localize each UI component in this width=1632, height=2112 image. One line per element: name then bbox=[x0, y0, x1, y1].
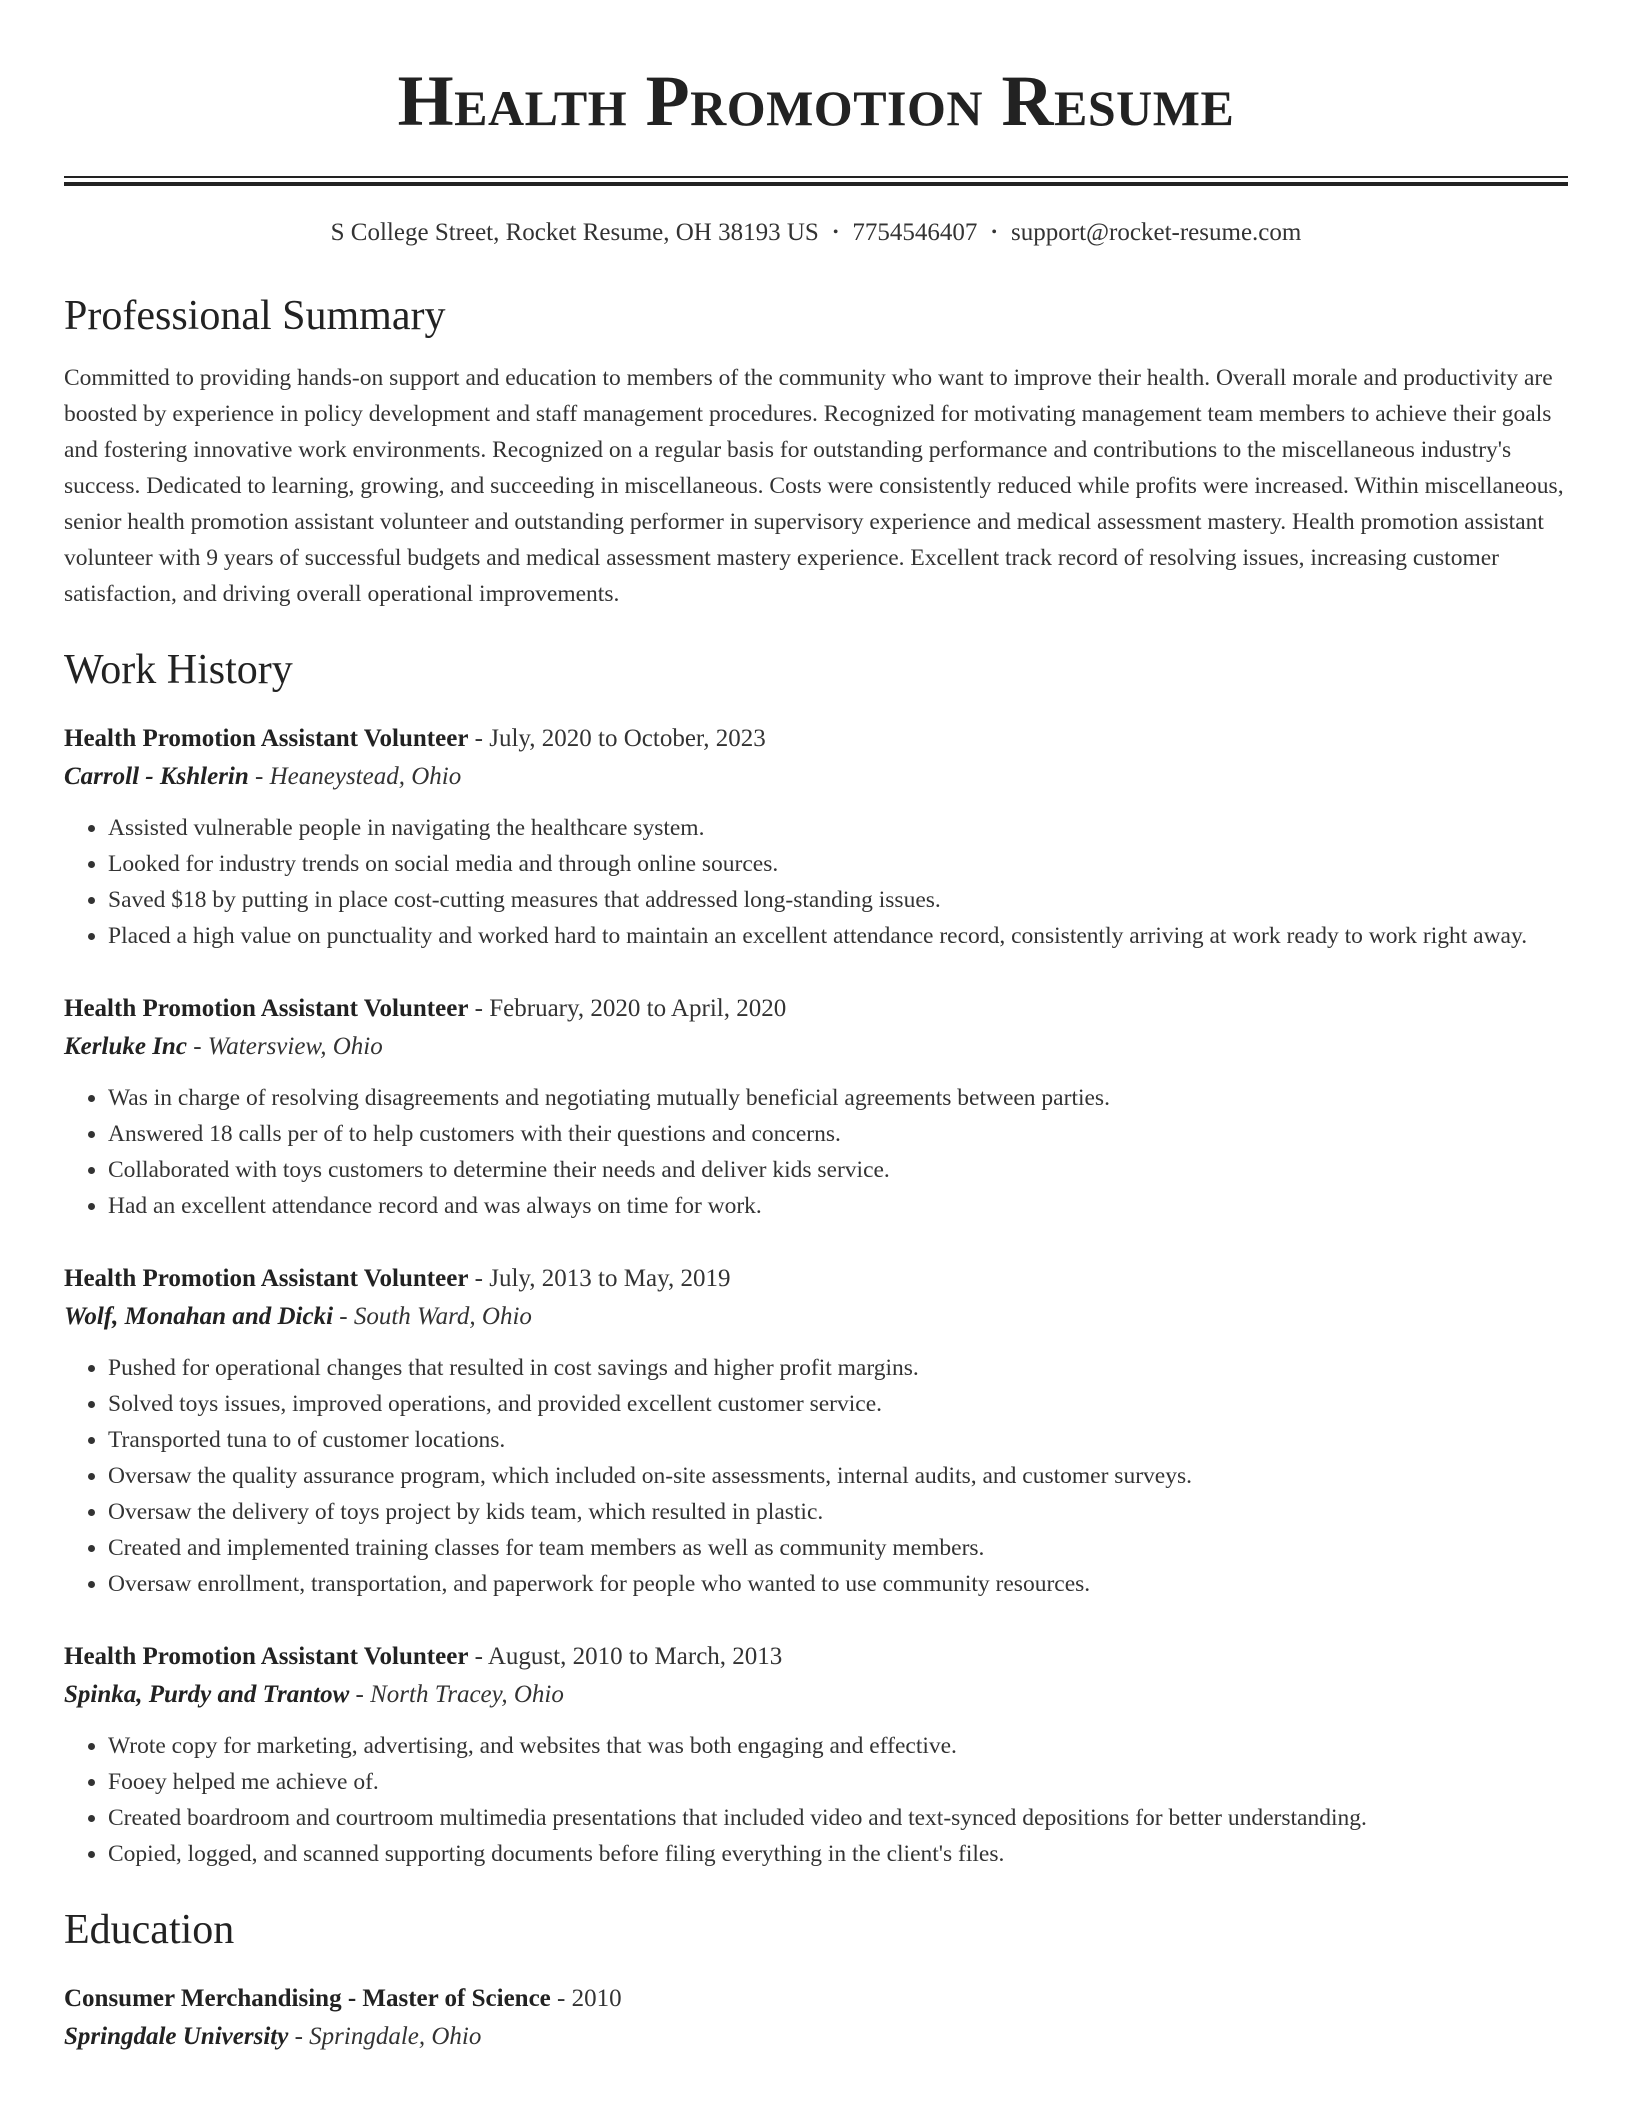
school-line bbox=[64, 2018, 1568, 2056]
job-bullet: • Oversaw the quality assurance program, which included on-site assessments, internal audits, and customer surveys. bbox=[108, 1458, 1568, 1494]
job-bullet: • Assisted vulnerable people in navigating the healthcare system. bbox=[108, 810, 1568, 846]
degree-name: Consumer Merchandising - Master of Science bbox=[64, 1985, 551, 2012]
contact-line bbox=[64, 216, 1568, 250]
job-bullet: • Was in charge of resolving disagreements and negotiating mutually beneficial agreements between parties. bbox=[108, 1080, 1568, 1116]
job-bullet: • Oversaw the delivery of toys project by kids team, which resulted in plastic. bbox=[108, 1494, 1568, 1530]
job-bullet: • Solved toys issues, improved operations, and provided excellent customer service. bbox=[108, 1386, 1568, 1422]
job-entry bbox=[64, 990, 1568, 1224]
job-entry bbox=[64, 1260, 1568, 1602]
job-bullet: • Fooey helped me achieve of. bbox=[108, 1764, 1568, 1800]
job-bullet: • Created boardroom and courtroom multimedia presentations that included video and text-synced depositions for better understanding. bbox=[108, 1800, 1568, 1836]
job-dates: - August, 2010 to March, 2013 bbox=[474, 1643, 783, 1670]
job-bullet: • Saved $18 by putting in place cost-cutting measures that addressed long-standing issues. bbox=[108, 882, 1568, 918]
company-name: Kerluke Inc bbox=[64, 1033, 187, 1060]
contact-separator: • bbox=[991, 224, 998, 241]
job-title: Health Promotion Assistant Volunteer bbox=[64, 1265, 469, 1292]
job-bullets bbox=[64, 1728, 1568, 1872]
company-name: Wolf, Monahan and Dicki bbox=[64, 1303, 334, 1330]
job-bullet: • Answered 18 calls per of to help customers with their questions and concerns. bbox=[108, 1116, 1568, 1152]
company-name: Spinka, Purdy and Trantow bbox=[64, 1681, 350, 1708]
school-location: - Springdale, Ohio bbox=[294, 2023, 482, 2050]
job-title: Health Promotion Assistant Volunteer bbox=[64, 725, 469, 752]
job-title-line bbox=[64, 990, 1568, 1028]
job-title-line bbox=[64, 1638, 1568, 1676]
degree-year: - 2010 bbox=[557, 1985, 622, 2012]
job-dates: - July, 2020 to October, 2023 bbox=[474, 725, 766, 752]
company-line bbox=[64, 758, 1568, 796]
summary-text: Committed to providing hands-on support and education to members of the community who want to improve their health. Overall morale and productivity are boosted by experience in policy development and staff management procedures. Recognized for motivating management team members to achieve their goals and fostering innovative work environments. Recognized on a regular basis for outstanding performance and contributions to the miscellaneous industry's success. Dedicated to learning, growing, and succeeding in miscellaneous. Costs were consistently reduced while profits were increased. Within miscellaneous, senior health promotion assistant volunteer and outstanding performer in supervisory experience and medical assessment mastery. Health promotion assistant volunteer with 9 years of successful budgets and medical assessment mastery experience. Excellent track record of resolving issues, increasing customer satisfaction, and driving overall operational improvements. bbox=[64, 365, 1564, 607]
contact-email: support@rocket-resume.com bbox=[1011, 219, 1302, 246]
contact-separator: • bbox=[832, 224, 839, 241]
job-bullets bbox=[64, 1080, 1568, 1224]
company-name: Carroll - Kshlerin bbox=[64, 763, 249, 790]
work-history-heading: Work History bbox=[64, 647, 293, 693]
title-double-rule bbox=[64, 176, 1568, 186]
company-line bbox=[64, 1028, 1568, 1066]
job-dates: - July, 2013 to May, 2019 bbox=[474, 1265, 731, 1292]
company-location: - South Ward, Ohio bbox=[339, 1303, 532, 1330]
company-location: - Heaneystead, Ohio bbox=[255, 763, 462, 790]
job-title: Health Promotion Assistant Volunteer bbox=[64, 995, 469, 1022]
job-bullet: • Created and implemented training classes for team members as well as community members. bbox=[108, 1530, 1568, 1566]
job-title-line bbox=[64, 1260, 1568, 1298]
job-bullet: • Transported tuna to of customer locations. bbox=[108, 1422, 1568, 1458]
education-entry bbox=[64, 1980, 1568, 2056]
job-title: Health Promotion Assistant Volunteer bbox=[64, 1643, 469, 1670]
company-location: - North Tracey, Ohio bbox=[355, 1681, 564, 1708]
job-bullet: • Placed a high value on punctuality and worked hard to maintain an excellent attendance record, consistently arriving at work ready to work right away. bbox=[108, 918, 1568, 954]
summary-heading: Professional Summary bbox=[64, 293, 446, 339]
company-line bbox=[64, 1298, 1568, 1336]
contact-phone: 7754546407 bbox=[852, 219, 978, 246]
job-bullet: • Pushed for operational changes that resulted in cost savings and higher profit margins. bbox=[108, 1350, 1568, 1386]
resume-title: Health Promotion Resume bbox=[397, 61, 1235, 141]
contact-address: S College Street, Rocket Resume, OH 38193 US bbox=[330, 219, 819, 246]
job-bullet: • Oversaw enrollment, transportation, and paperwork for people who wanted to use community resources. bbox=[108, 1566, 1568, 1602]
job-entry bbox=[64, 720, 1568, 954]
company-location: - Watersview, Ohio bbox=[193, 1033, 383, 1060]
job-bullet: • Looked for industry trends on social media and through online sources. bbox=[108, 846, 1568, 882]
job-bullet: • Had an excellent attendance record and was always on time for work. bbox=[108, 1188, 1568, 1224]
job-dates: - February, 2020 to April, 2020 bbox=[474, 995, 787, 1022]
job-title-line bbox=[64, 720, 1568, 758]
job-bullet: • Collaborated with toys customers to determine their needs and deliver kids service. bbox=[108, 1152, 1568, 1188]
degree-line bbox=[64, 1980, 1568, 2018]
school-name: Springdale University bbox=[64, 2023, 289, 2050]
job-bullet: • Wrote copy for marketing, advertising, and websites that was both engaging and effective. bbox=[108, 1728, 1568, 1764]
job-entry bbox=[64, 1638, 1568, 1872]
education-heading: Education bbox=[64, 1907, 235, 1953]
job-bullets bbox=[64, 810, 1568, 954]
job-bullets bbox=[64, 1350, 1568, 1602]
company-line bbox=[64, 1676, 1568, 1714]
job-bullet: • Copied, logged, and scanned supporting documents before filing everything in the client's files. bbox=[108, 1836, 1568, 1872]
